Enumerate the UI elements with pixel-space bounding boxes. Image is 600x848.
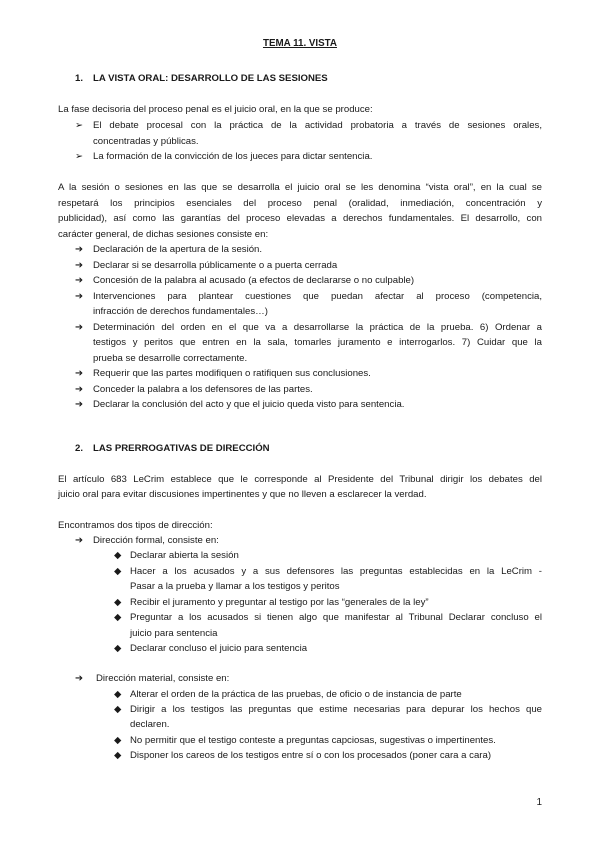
formal-item-line: Declarar concluso el juicio para sentencia xyxy=(130,643,308,654)
formal-item-line: Recibir el juramento y preguntar al testigo por las “generales de la ley” xyxy=(130,597,429,608)
step-line: testigos y peritos que entren en la sala, tomarles juramento e interrogarlos. 7) Cuidar que la xyxy=(93,337,542,348)
formal-item-line: Declarar abierta la sesión xyxy=(130,550,239,561)
formal-item-line: Hacer a los acusados y a sus defensores las preguntas establecidas en la LeCrim - xyxy=(130,566,542,577)
arrow-bullet-icon: ➔ xyxy=(75,291,84,302)
material-direction-label: Dirección material, consiste en: xyxy=(96,673,230,684)
diamond-bullet-icon: ◆ xyxy=(114,735,122,746)
step-line: Declarar la conclusión del acto y que el juicio queda visto para sentencia. xyxy=(93,399,405,410)
step-line: Concesión de la palabra al acusado (a efectos de declararse o no culpable) xyxy=(93,275,415,286)
arrow-bullet-icon: ➔ xyxy=(75,244,84,255)
material-item-line: Alterar el orden de la práctica de las pruebas, de oficio o de instancia de parte xyxy=(130,689,462,700)
diamond-bullet-icon: ◆ xyxy=(114,750,122,761)
diamond-bullet-icon: ◆ xyxy=(114,597,122,608)
diamond-bullet-icon: ◆ xyxy=(114,612,122,623)
arrow-bullet-icon: ➔ xyxy=(75,368,84,379)
step-line: infracción de derechos fundamentales…) xyxy=(93,306,268,317)
arrow-bullet-icon: ➔ xyxy=(75,260,84,271)
step-line: Determinación del orden en el que va a desarrollarse la práctica de la prueba. 6) Ordenar a xyxy=(93,322,542,333)
arrow-bullet-icon: ➔ xyxy=(75,399,84,410)
section-1-heading: LA VISTA ORAL: DESARROLLO DE LAS SESIONES xyxy=(93,73,328,84)
arrowhead-bullet-icon: ➢ xyxy=(75,120,84,131)
arrow-bullet-icon: ➔ xyxy=(75,384,84,395)
step-line: Declaración de la apertura de la sesión. xyxy=(93,244,263,255)
paragraph-line: juicio oral para evitar discusiones impertinentes y que no lleven a esclarecer la verdad. xyxy=(58,489,427,500)
paragraph-line: carácter general, de dichas sesiones consiste en: xyxy=(58,229,269,240)
arrow-bullet-icon: ➔ xyxy=(75,673,84,684)
bullet-line: El debate procesal con la práctica de la actividad probatoria a través de sesiones orales, xyxy=(93,120,542,131)
formal-item-line: juicio para sentencia xyxy=(130,628,218,639)
formal-item-line: Pasar a la prueba y llamar a los testigos y peritos xyxy=(130,581,340,592)
arrow-bullet-icon: ➔ xyxy=(75,535,84,546)
arrow-bullet-icon: ➔ xyxy=(75,322,84,333)
step-line: Requerir que las partes modifiquen o ratifiquen sus conclusiones. xyxy=(93,368,371,379)
types-intro: Encontramos dos tipos de dirección: xyxy=(58,520,213,531)
section-1-number: 1. xyxy=(75,73,84,84)
diamond-bullet-icon: ◆ xyxy=(114,689,122,700)
paragraph-line: El artículo 683 LeCrim establece que le corresponde al Presidente del Tribunal dirigir los debates del xyxy=(58,474,542,485)
section-2-number: 2. xyxy=(75,443,84,454)
material-item-line: declaren. xyxy=(130,719,170,730)
paragraph-line: respetará los principios esenciales del proceso penal (oralidad, inmediación, concentración y xyxy=(58,198,542,209)
formal-item-line: Preguntar a los acusados si tienen algo que manifestar al Tribunal Declarar concluso el xyxy=(130,612,542,623)
diamond-bullet-icon: ◆ xyxy=(114,704,122,715)
diamond-bullet-icon: ◆ xyxy=(114,550,122,561)
paragraph-line: publicidad), así como las garantías del proceso elevadas a derechos fundamentales. El desarrollo, con xyxy=(58,213,542,224)
section-1-intro: La fase decisoria del proceso penal es el juicio oral, en la que se produce: xyxy=(58,104,373,115)
paragraph-line: A la sesión o sesiones en las que se desarrolla el juicio oral se les denomina “vista oral”, en la cual se xyxy=(58,182,542,193)
section-2-heading: LAS PRERROGATIVAS DE DIRECCIÓN xyxy=(93,443,270,454)
arrow-bullet-icon: ➔ xyxy=(75,275,84,286)
material-item-line: Disponer los careos de los testigos entre sí o con los procesados (poner cara a cara) xyxy=(130,750,492,761)
bullet-line: La formación de la convicción de los jueces para dictar sentencia. xyxy=(93,151,373,162)
material-item-line: Dirigir a los testigos las preguntas que estime necesarias para depurar los hechos que xyxy=(130,704,542,715)
bullet-line: concentradas y públicas. xyxy=(93,136,199,147)
diamond-bullet-icon: ◆ xyxy=(114,566,122,577)
formal-direction-label: Dirección formal, consiste en: xyxy=(93,535,219,546)
page-title: TEMA 11. VISTA xyxy=(262,38,338,49)
material-item-line: No permitir que el testigo conteste a preguntas capciosas, sugestivas o impertinentes. xyxy=(130,735,496,746)
step-line: Conceder la palabra a los defensores de las partes. xyxy=(93,384,313,395)
step-line: Declarar si se desarrolla públicamente o a puerta cerrada xyxy=(93,260,338,271)
page-number: 1 xyxy=(536,797,542,808)
arrowhead-bullet-icon: ➢ xyxy=(75,151,84,162)
diamond-bullet-icon: ◆ xyxy=(114,643,122,654)
step-line: prueba se desarrolle correctamente. xyxy=(93,353,248,364)
step-line: Intervenciones para plantear cuestiones que puedan afectar al proceso (competencia, xyxy=(93,291,542,302)
